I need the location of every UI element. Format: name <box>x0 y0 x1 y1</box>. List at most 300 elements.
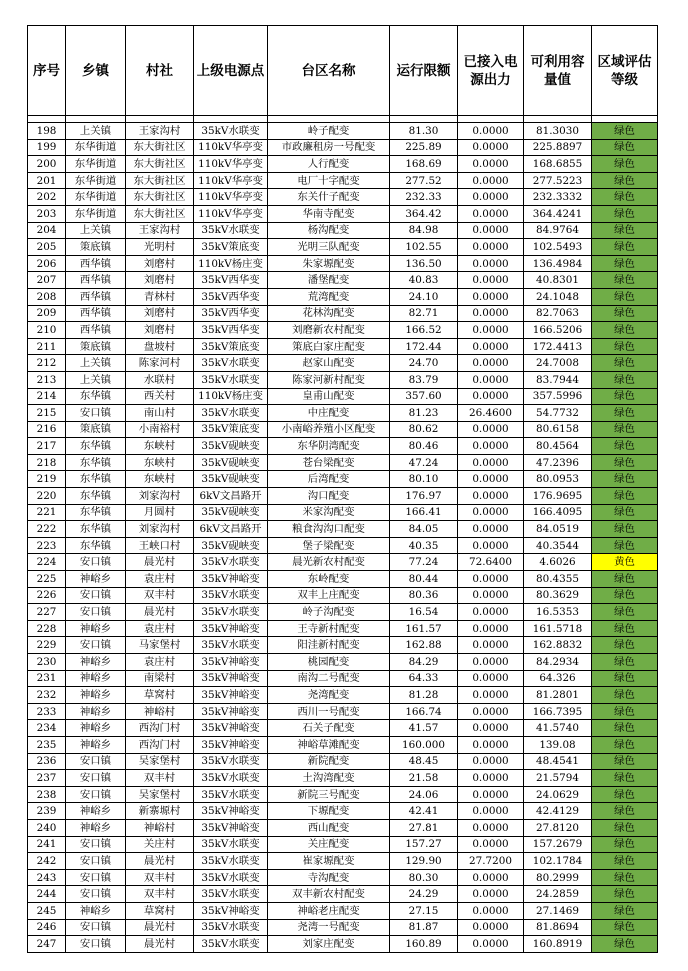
cell-connected-output: 0.0000 <box>458 438 524 455</box>
cell-village: 东大街社区 <box>126 172 194 189</box>
cell-connected-output: 0.0000 <box>458 753 524 770</box>
cell-run-limit: 40.83 <box>390 272 458 289</box>
cell-connected-output: 0.0000 <box>458 222 524 239</box>
cell-run-limit: 84.98 <box>390 222 458 239</box>
table-row <box>28 753 658 770</box>
cell-available-capacity: 27.8120 <box>524 819 592 836</box>
cell-village: 刘磨村 <box>126 322 194 339</box>
cell-township: 东华镇 <box>66 521 126 538</box>
cell-village: 刘磨村 <box>126 255 194 272</box>
cell-connected-output: 0.0000 <box>458 587 524 604</box>
cell-township: 东华街道 <box>66 205 126 222</box>
cell-township: 安口镇 <box>66 919 126 936</box>
table-row <box>28 255 658 272</box>
capacity-table <box>27 25 658 953</box>
cell-available-capacity: 16.5353 <box>524 604 592 621</box>
cell-power-source: 35kV砚峡变 <box>194 438 268 455</box>
cell-assessment-level: 绿色 <box>592 355 658 372</box>
cell-village: 光明村 <box>126 239 194 256</box>
cell-connected-output: 0.0000 <box>458 139 524 156</box>
cell-index: 215 <box>28 405 66 422</box>
table-row <box>28 853 658 870</box>
cell-index: 220 <box>28 488 66 505</box>
cell-run-limit: 162.88 <box>390 637 458 654</box>
cell-index: 229 <box>28 637 66 654</box>
cell-assessment-level: 绿色 <box>592 886 658 903</box>
cell-connected-output: 0.0000 <box>458 272 524 289</box>
table-row <box>28 604 658 621</box>
cell-assessment-level: 绿色 <box>592 819 658 836</box>
cell-township: 上关镇 <box>66 123 126 140</box>
cell-village: 东峡村 <box>126 454 194 471</box>
cell-available-capacity: 162.8832 <box>524 637 592 654</box>
cell-area-name: 东华阴湾配变 <box>268 438 390 455</box>
table-row <box>28 687 658 704</box>
cell-area-name: 岭子沟配变 <box>268 604 390 621</box>
cell-power-source: 35kV砚峡变 <box>194 504 268 521</box>
cell-assessment-level: 绿色 <box>592 620 658 637</box>
table-row <box>28 703 658 720</box>
cell-connected-output: 0.0000 <box>458 537 524 554</box>
cell-connected-output: 0.0000 <box>458 156 524 173</box>
cell-index: 228 <box>28 620 66 637</box>
cell-connected-output: 0.0000 <box>458 604 524 621</box>
cell-area-name: 朱家塬配变 <box>268 255 390 272</box>
cell-run-limit: 166.41 <box>390 504 458 521</box>
cell-power-source: 35kV砚峡变 <box>194 454 268 471</box>
cell-connected-output: 0.0000 <box>458 123 524 140</box>
cell-township: 策底镇 <box>66 239 126 256</box>
cell-run-limit: 80.62 <box>390 421 458 438</box>
cell-run-limit: 129.90 <box>390 853 458 870</box>
cell-township: 策底镇 <box>66 338 126 355</box>
cell-assessment-level: 绿色 <box>592 371 658 388</box>
cell-index: 213 <box>28 371 66 388</box>
cell-connected-output: 72.6400 <box>458 554 524 571</box>
cell-available-capacity: 24.7008 <box>524 355 592 372</box>
table-row <box>28 222 658 239</box>
cell-village: 晨光村 <box>126 604 194 621</box>
cell-assessment-level: 绿色 <box>592 421 658 438</box>
cell-assessment-level: 绿色 <box>592 803 658 820</box>
cell-connected-output: 0.0000 <box>458 288 524 305</box>
cell-connected-output: 0.0000 <box>458 172 524 189</box>
cell-power-source: 110kV杨庄变 <box>194 388 268 405</box>
cell-township: 西华镇 <box>66 305 126 322</box>
cell-area-name: 市政廉租房一号配变 <box>268 139 390 156</box>
cell-assessment-level: 绿色 <box>592 504 658 521</box>
cell-connected-output: 0.0000 <box>458 869 524 886</box>
cell-connected-output: 0.0000 <box>458 786 524 803</box>
cell-area-name: 粮食沟沟口配变 <box>268 521 390 538</box>
table-row <box>28 521 658 538</box>
cell-power-source: 35kV水联变 <box>194 836 268 853</box>
cell-index: 243 <box>28 869 66 886</box>
cell-power-source: 35kV水联变 <box>194 936 268 953</box>
cell-area-name: 尧湾一号配变 <box>268 919 390 936</box>
cell-index: 202 <box>28 189 66 206</box>
cell-available-capacity: 48.4541 <box>524 753 592 770</box>
cell-power-source: 35kV策底变 <box>194 338 268 355</box>
cell-run-limit: 277.52 <box>390 172 458 189</box>
cell-connected-output: 0.0000 <box>458 703 524 720</box>
cell-index: 237 <box>28 770 66 787</box>
cell-village: 南梁村 <box>126 670 194 687</box>
cell-run-limit: 21.58 <box>390 770 458 787</box>
cell-index: 198 <box>28 123 66 140</box>
cell-village: 东大街社区 <box>126 189 194 206</box>
cell-township: 安口镇 <box>66 405 126 422</box>
cell-run-limit: 64.33 <box>390 670 458 687</box>
cell-power-source: 35kV神峪变 <box>194 902 268 919</box>
cell-connected-output: 0.0000 <box>458 720 524 737</box>
cell-township: 西华镇 <box>66 272 126 289</box>
cell-township: 上关镇 <box>66 222 126 239</box>
cell-power-source: 35kV策底变 <box>194 239 268 256</box>
cell-run-limit: 24.06 <box>390 786 458 803</box>
cell-area-name: 杨沟配变 <box>268 222 390 239</box>
table-row <box>28 620 658 637</box>
cell-power-source: 35kV神峪变 <box>194 803 268 820</box>
cell-connected-output: 0.0000 <box>458 637 524 654</box>
cell-power-source: 35kV水联变 <box>194 869 268 886</box>
cell-township: 安口镇 <box>66 637 126 654</box>
cell-run-limit: 24.29 <box>390 886 458 903</box>
cell-index: 246 <box>28 919 66 936</box>
table-row <box>28 305 658 322</box>
cell-index: 216 <box>28 421 66 438</box>
cell-area-name: 刘家庄配变 <box>268 936 390 953</box>
cell-township: 东华镇 <box>66 454 126 471</box>
cell-power-source: 35kV砚峡变 <box>194 537 268 554</box>
cell-connected-output: 0.0000 <box>458 454 524 471</box>
cell-available-capacity: 84.0519 <box>524 521 592 538</box>
table-row <box>28 454 658 471</box>
cell-power-source: 35kV水联变 <box>194 604 268 621</box>
cell-index: 217 <box>28 438 66 455</box>
cell-power-source: 35kV水联变 <box>194 637 268 654</box>
cell-area-name: 策底白家庄配变 <box>268 338 390 355</box>
cell-index: 241 <box>28 836 66 853</box>
cell-connected-output: 0.0000 <box>458 836 524 853</box>
cell-connected-output: 0.0000 <box>458 736 524 753</box>
cell-available-capacity: 83.7944 <box>524 371 592 388</box>
cell-assessment-level: 绿色 <box>592 322 658 339</box>
cell-assessment-level: 绿色 <box>592 720 658 737</box>
cell-available-capacity: 102.5493 <box>524 239 592 256</box>
cell-index: 247 <box>28 936 66 953</box>
cell-power-source: 35kV策底变 <box>194 421 268 438</box>
table-row <box>28 819 658 836</box>
cell-area-name: 东关什子配变 <box>268 189 390 206</box>
cell-area-name: 桃园配变 <box>268 654 390 671</box>
cell-index: 208 <box>28 288 66 305</box>
cell-area-name: 东岭配变 <box>268 571 390 588</box>
cell-connected-output: 0.0000 <box>458 189 524 206</box>
cell-index: 230 <box>28 654 66 671</box>
cell-assessment-level: 绿色 <box>592 521 658 538</box>
cell-assessment-level: 绿色 <box>592 670 658 687</box>
cell-run-limit: 84.29 <box>390 654 458 671</box>
cell-assessment-level: 绿色 <box>592 222 658 239</box>
cell-township: 安口镇 <box>66 853 126 870</box>
cell-area-name: 岭子配变 <box>268 123 390 140</box>
cell-index: 218 <box>28 454 66 471</box>
cell-area-name: 西山配变 <box>268 819 390 836</box>
cell-available-capacity: 157.2679 <box>524 836 592 853</box>
cell-run-limit: 40.35 <box>390 537 458 554</box>
cell-power-source: 35kV水联变 <box>194 222 268 239</box>
cell-index: 199 <box>28 139 66 156</box>
cell-run-limit: 47.24 <box>390 454 458 471</box>
cell-area-name: 荒湾配变 <box>268 288 390 305</box>
cell-assessment-level: 绿色 <box>592 388 658 405</box>
cell-assessment-level: 绿色 <box>592 869 658 886</box>
cell-assessment-level: 绿色 <box>592 454 658 471</box>
cell-village: 马家堡村 <box>126 637 194 654</box>
cell-power-source: 110kV华亭变 <box>194 205 268 222</box>
cell-available-capacity: 166.5206 <box>524 322 592 339</box>
cell-power-source: 35kV水联变 <box>194 587 268 604</box>
cell-power-source: 110kV华亭变 <box>194 139 268 156</box>
cell-village: 刘家沟村 <box>126 488 194 505</box>
cell-village: 神峪村 <box>126 703 194 720</box>
cell-area-name: 光明三队配变 <box>268 239 390 256</box>
cell-run-limit: 81.87 <box>390 919 458 936</box>
cell-village: 水联村 <box>126 371 194 388</box>
cell-township: 东华街道 <box>66 172 126 189</box>
cell-index: 214 <box>28 388 66 405</box>
cell-connected-output: 0.0000 <box>458 322 524 339</box>
cell-available-capacity: 277.5223 <box>524 172 592 189</box>
cell-village: 晨光村 <box>126 554 194 571</box>
cell-assessment-level: 绿色 <box>592 405 658 422</box>
cell-index: 205 <box>28 239 66 256</box>
cell-village: 王峡口村 <box>126 537 194 554</box>
cell-area-name: 晨光新农村配变 <box>268 554 390 571</box>
cell-village: 刘磨村 <box>126 305 194 322</box>
cell-available-capacity: 168.6855 <box>524 156 592 173</box>
cell-run-limit: 161.57 <box>390 620 458 637</box>
table-row <box>28 670 658 687</box>
cell-township: 安口镇 <box>66 936 126 953</box>
table-row <box>28 322 658 339</box>
cell-township: 安口镇 <box>66 587 126 604</box>
cell-village: 刘家沟村 <box>126 521 194 538</box>
cell-power-source: 35kV水联变 <box>194 123 268 140</box>
cell-township: 东华街道 <box>66 139 126 156</box>
table-row <box>28 587 658 604</box>
table-row <box>28 736 658 753</box>
header-run-limit: 运行限额 <box>390 26 458 116</box>
cell-village: 东峡村 <box>126 471 194 488</box>
table-row <box>28 770 658 787</box>
table-row <box>28 156 658 173</box>
cell-power-source: 35kV水联变 <box>194 919 268 936</box>
cell-village: 青林村 <box>126 288 194 305</box>
cell-available-capacity: 41.5740 <box>524 720 592 737</box>
cell-township: 神峪乡 <box>66 654 126 671</box>
cell-run-limit: 81.23 <box>390 405 458 422</box>
cell-available-capacity: 80.0953 <box>524 471 592 488</box>
cell-available-capacity: 24.1048 <box>524 288 592 305</box>
cell-connected-output: 27.7200 <box>458 853 524 870</box>
cell-assessment-level: 绿色 <box>592 239 658 256</box>
cell-area-name: 关庄配变 <box>268 836 390 853</box>
cell-available-capacity: 357.5996 <box>524 388 592 405</box>
cell-township: 东华镇 <box>66 488 126 505</box>
cell-township: 安口镇 <box>66 836 126 853</box>
cell-area-name: 陈家河新村配变 <box>268 371 390 388</box>
cell-connected-output: 0.0000 <box>458 488 524 505</box>
cell-area-name: 赵家山配变 <box>268 355 390 372</box>
cell-power-source: 35kV水联变 <box>194 853 268 870</box>
cell-connected-output: 0.0000 <box>458 670 524 687</box>
table-row <box>28 338 658 355</box>
cell-run-limit: 81.30 <box>390 123 458 140</box>
cell-run-limit: 80.30 <box>390 869 458 886</box>
cell-township: 神峪乡 <box>66 736 126 753</box>
cell-index: 200 <box>28 156 66 173</box>
cell-available-capacity: 4.6026 <box>524 554 592 571</box>
cell-available-capacity: 24.0629 <box>524 786 592 803</box>
cell-index: 231 <box>28 670 66 687</box>
cell-available-capacity: 176.9695 <box>524 488 592 505</box>
cell-township: 神峪乡 <box>66 687 126 704</box>
table-row <box>28 205 658 222</box>
cell-available-capacity: 42.4129 <box>524 803 592 820</box>
cell-assessment-level: 绿色 <box>592 123 658 140</box>
table-row <box>28 537 658 554</box>
cell-village: 东大街社区 <box>126 156 194 173</box>
cell-assessment-level: 绿色 <box>592 471 658 488</box>
cell-area-name: 尧湾配变 <box>268 687 390 704</box>
cell-assessment-level: 绿色 <box>592 338 658 355</box>
cell-area-name: 刘磨新农村配变 <box>268 322 390 339</box>
cell-index: 227 <box>28 604 66 621</box>
cell-connected-output: 0.0000 <box>458 255 524 272</box>
cell-village: 双丰村 <box>126 869 194 886</box>
cell-area-name: 双丰新农村配变 <box>268 886 390 903</box>
cell-area-name: 小南峪养殖小区配变 <box>268 421 390 438</box>
cell-index: 240 <box>28 819 66 836</box>
cell-assessment-level: 黄色 <box>592 554 658 571</box>
cell-assessment-level: 绿色 <box>592 488 658 505</box>
cell-run-limit: 166.74 <box>390 703 458 720</box>
table-row <box>28 471 658 488</box>
cell-village: 新寨塬村 <box>126 803 194 820</box>
cell-township: 安口镇 <box>66 786 126 803</box>
table-row <box>28 388 658 405</box>
cell-village: 东峡村 <box>126 438 194 455</box>
cell-assessment-level: 绿色 <box>592 587 658 604</box>
cell-township: 东华镇 <box>66 504 126 521</box>
cell-connected-output: 0.0000 <box>458 919 524 936</box>
cell-index: 239 <box>28 803 66 820</box>
table-row <box>28 172 658 189</box>
cell-assessment-level: 绿色 <box>592 936 658 953</box>
cell-available-capacity: 82.7063 <box>524 305 592 322</box>
cell-area-name: 寺沟配变 <box>268 869 390 886</box>
cell-index: 204 <box>28 222 66 239</box>
cell-run-limit: 27.81 <box>390 819 458 836</box>
cell-village: 神峪村 <box>126 819 194 836</box>
cell-power-source: 35kV神峪变 <box>194 720 268 737</box>
cell-index: 226 <box>28 587 66 604</box>
cell-village: 袁庄村 <box>126 654 194 671</box>
cell-connected-output: 0.0000 <box>458 571 524 588</box>
table-row <box>28 654 658 671</box>
cell-township: 上关镇 <box>66 355 126 372</box>
table-row <box>28 288 658 305</box>
cell-connected-output: 0.0000 <box>458 355 524 372</box>
cell-township: 神峪乡 <box>66 819 126 836</box>
cell-power-source: 35kV神峪变 <box>194 654 268 671</box>
table-row <box>28 139 658 156</box>
cell-power-source: 35kV水联变 <box>194 753 268 770</box>
cell-connected-output: 0.0000 <box>458 421 524 438</box>
cell-index: 224 <box>28 554 66 571</box>
cell-village: 袁庄村 <box>126 620 194 637</box>
cell-power-source: 35kV水联变 <box>194 886 268 903</box>
cell-available-capacity: 27.1469 <box>524 902 592 919</box>
cell-village: 草窝村 <box>126 687 194 704</box>
cell-run-limit: 166.52 <box>390 322 458 339</box>
cell-run-limit: 24.10 <box>390 288 458 305</box>
cell-run-limit: 48.45 <box>390 753 458 770</box>
cell-village: 陈家河村 <box>126 355 194 372</box>
cell-area-name: 阳洼新村配变 <box>268 637 390 654</box>
cell-area-name: 双丰上庄配变 <box>268 587 390 604</box>
cell-village: 月圆村 <box>126 504 194 521</box>
cell-township: 西华镇 <box>66 255 126 272</box>
table-row <box>28 637 658 654</box>
header-gap <box>28 116 658 123</box>
cell-assessment-level: 绿色 <box>592 288 658 305</box>
cell-connected-output: 0.0000 <box>458 388 524 405</box>
table-row <box>28 869 658 886</box>
cell-index: 203 <box>28 205 66 222</box>
table-row <box>28 123 658 140</box>
cell-available-capacity: 40.3544 <box>524 537 592 554</box>
cell-power-source: 110kV华亭变 <box>194 156 268 173</box>
cell-village: 草窝村 <box>126 902 194 919</box>
table-row <box>28 571 658 588</box>
cell-area-name: 后湾配变 <box>268 471 390 488</box>
cell-index: 223 <box>28 537 66 554</box>
cell-available-capacity: 161.5718 <box>524 620 592 637</box>
cell-area-name: 米家沟配变 <box>268 504 390 521</box>
cell-township: 安口镇 <box>66 886 126 903</box>
cell-village: 西关村 <box>126 388 194 405</box>
cell-assessment-level: 绿色 <box>592 255 658 272</box>
cell-run-limit: 80.44 <box>390 571 458 588</box>
cell-power-source: 35kV砚峡变 <box>194 471 268 488</box>
cell-area-name: 新院配变 <box>268 753 390 770</box>
cell-power-source: 110kV华亭变 <box>194 172 268 189</box>
cell-available-capacity: 225.8897 <box>524 139 592 156</box>
cell-available-capacity: 81.2801 <box>524 687 592 704</box>
cell-village: 双丰村 <box>126 886 194 903</box>
cell-available-capacity: 139.08 <box>524 736 592 753</box>
table-row <box>28 355 658 372</box>
cell-run-limit: 41.57 <box>390 720 458 737</box>
cell-connected-output: 0.0000 <box>458 205 524 222</box>
cell-power-source: 35kV神峪变 <box>194 571 268 588</box>
cell-available-capacity: 81.8694 <box>524 919 592 936</box>
header-assessment-level: 区域评估等级 <box>592 26 658 116</box>
cell-township: 神峪乡 <box>66 902 126 919</box>
